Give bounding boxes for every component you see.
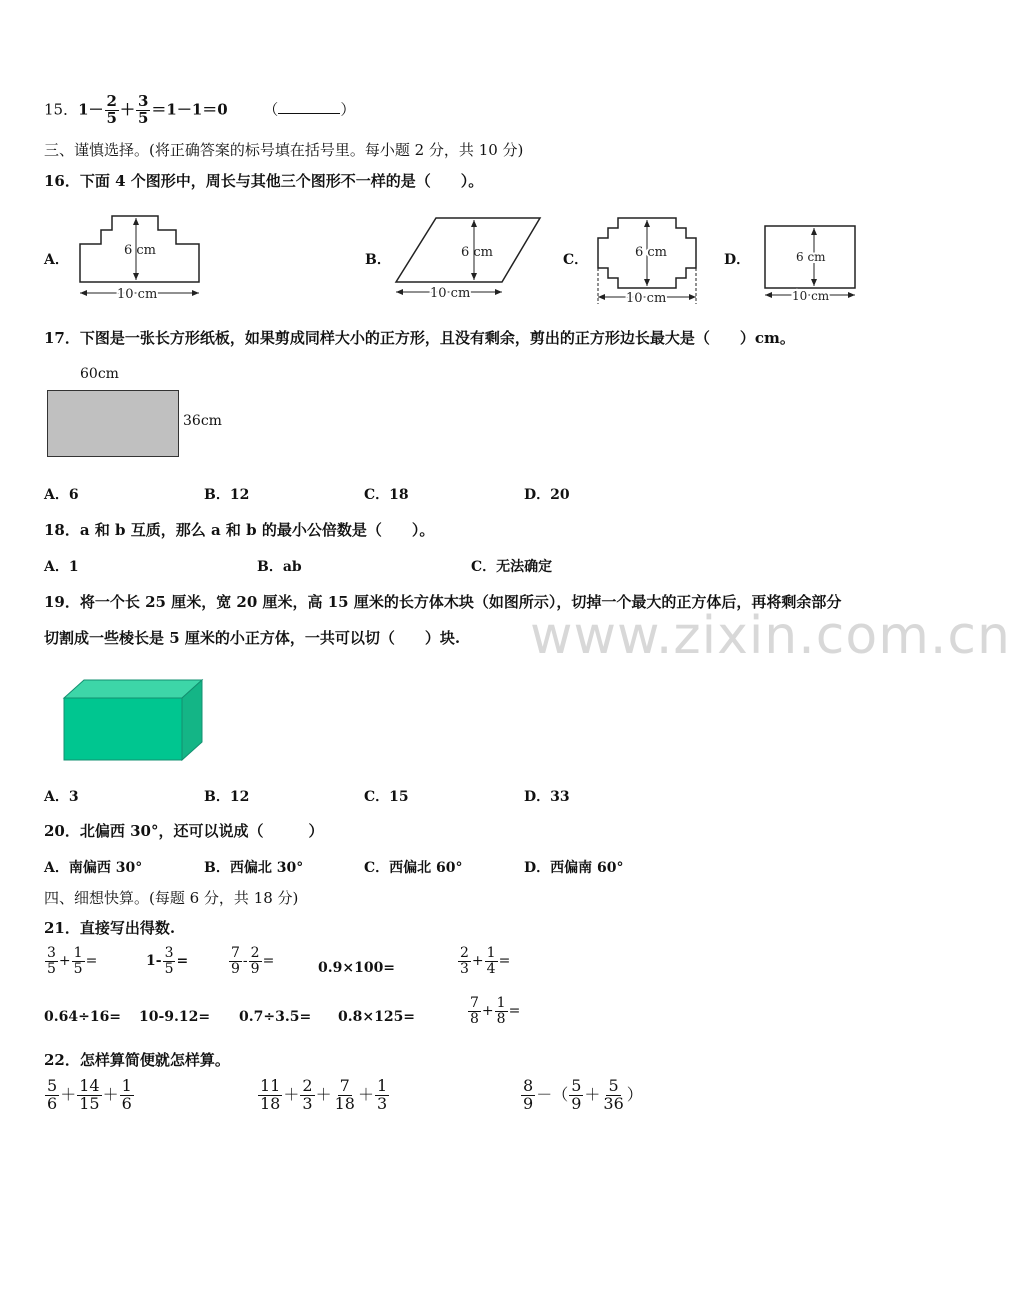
q20-option-d[interactable]: D．西偏南 60° — [524, 860, 624, 876]
q16-figure-b — [388, 210, 548, 302]
q16-figure-a — [70, 210, 210, 302]
q21-expr-8: 0.7÷3.5= — [239, 1009, 312, 1025]
q16-text: 16．下面 4 个图形中，周长与其他三个图形不一样的是（ ）。 — [44, 172, 484, 190]
q21-text: 21．直接写出得数. — [44, 919, 176, 937]
watermark: www.zixin.com.cn — [530, 606, 1011, 666]
q16-option-c-label: C． — [563, 252, 589, 268]
q16-d-height-label: 6 cm — [796, 250, 826, 264]
q21-expr-2: 1- $\frac{3}{5}$ = — [146, 945, 189, 977]
q19-line1: 19．将一个长 25 厘米，宽 20 厘米，高 15 厘米的长方体木块（如图所示），切掉一个最大的正方体后，再将剩余部分 — [44, 593, 842, 611]
answer-blank[interactable] — [278, 101, 340, 114]
q19-option-b[interactable]: B．12 — [204, 789, 250, 805]
q21-expr-5: $\frac{2}{3}$ + $\frac{1}{4}$ = — [460, 945, 511, 977]
q20-option-c[interactable]: C．西偏北 60° — [364, 860, 463, 876]
q18-option-a[interactable]: A．1 — [44, 559, 79, 575]
q16-a-width-label: 10 cm — [117, 287, 158, 302]
q22-text: 22．怎样算简便就怎样算。 — [44, 1051, 230, 1069]
q19-line2: 切割成一些棱长是 5 厘米的小正方体，一共可以切（ ）块. — [44, 629, 461, 647]
q17-option-c[interactable]: C．18 — [364, 487, 409, 503]
q18-text: 18．a 和 b 互质，那么 a 和 b 的最小公倍数是（ ）。 — [44, 521, 435, 539]
section4-title: 四、细想快算。(每题 6 分，共 18 分) — [44, 889, 299, 907]
q22-problem-2: $\frac{11}{18}$ ＋ $\frac{2}{3}$ ＋ $\frac{7}{18}$ ＋ $\frac{1}{3}$ — [260, 1076, 388, 1113]
q19-option-d[interactable]: D．33 — [524, 789, 570, 805]
q19-cuboid — [60, 676, 210, 766]
q16-c-width-label: 10 cm — [626, 291, 667, 306]
q21-expr-1: $\frac{3}{5}$ + $\frac{1}{5}$ = — [47, 945, 98, 977]
q17-rectangle — [47, 390, 179, 457]
q16-d-width-label: 10 cm — [792, 289, 830, 303]
q16-figure-d — [752, 212, 872, 304]
q16-b-width-label: 10 cm — [430, 286, 471, 301]
q20-option-b[interactable]: B．西偏北 30° — [204, 860, 304, 876]
q21-expr-4: 0.9×100= — [318, 960, 396, 976]
q19-option-c[interactable]: C．15 — [364, 789, 409, 805]
q16-a-height-label: 6 cm — [124, 243, 157, 258]
q16-option-a-label: A． — [44, 252, 69, 268]
q21-expr-9: 0.8×125= — [338, 1009, 416, 1025]
q16-option-d-label: D． — [724, 252, 751, 268]
q21-expr-7: 10-9.12= — [139, 1009, 211, 1025]
q17-height-label: 36cm — [183, 413, 222, 429]
q16-option-b-label: B． — [365, 252, 391, 268]
q15: 15．1－ $\frac{2}{5}$ ＋ $\frac{3}{5}$ ＝1－1＝0 （ ） — [44, 92, 356, 127]
q20-text: 20．北偏西 30°，还可以说成（ ） — [44, 822, 324, 840]
q18-option-b[interactable]: B．ab — [257, 559, 302, 575]
q17-text: 17．下图是一张长方形纸板，如果剪成同样大小的正方形，且没有剩余，剪出的正方形边长最大是（ ）cm。 — [44, 329, 795, 347]
q21-expr-3: $\frac{7}{9}$ - $\frac{2}{9}$ = — [231, 945, 275, 977]
q17-width-label: 60cm — [80, 366, 119, 382]
q18-option-c[interactable]: C．无法确定 — [471, 559, 553, 575]
q21-expr-10: $\frac{7}{8}$ + $\frac{1}{8}$ = — [470, 995, 521, 1027]
q17-option-a[interactable]: A．6 — [44, 487, 79, 503]
section3-title: 三、谨慎选择。(将正确答案的标号填在括号里。每小题 2 分，共 10 分) — [44, 141, 524, 159]
q20-option-a[interactable]: A．南偏西 30° — [44, 860, 143, 876]
q21-expr-6: 0.64÷16= — [44, 1009, 122, 1025]
q17-option-d[interactable]: D．20 — [524, 487, 570, 503]
q16-c-height-label: 6 cm — [635, 245, 668, 260]
q16-figure-c — [588, 210, 708, 306]
q19-option-a[interactable]: A．3 — [44, 789, 79, 805]
q16-b-height-label: 6 cm — [461, 245, 494, 260]
q22-problem-3: $\frac{8}{9}$ －（ $\frac{5}{9}$ ＋ $\frac{5}{36}$ ） — [523, 1076, 643, 1113]
q17-option-b[interactable]: B．12 — [204, 487, 250, 503]
q22-problem-1: $\frac{5}{6}$ ＋ $\frac{14}{15}$ ＋ $\frac{1}{6}$ — [47, 1076, 132, 1113]
